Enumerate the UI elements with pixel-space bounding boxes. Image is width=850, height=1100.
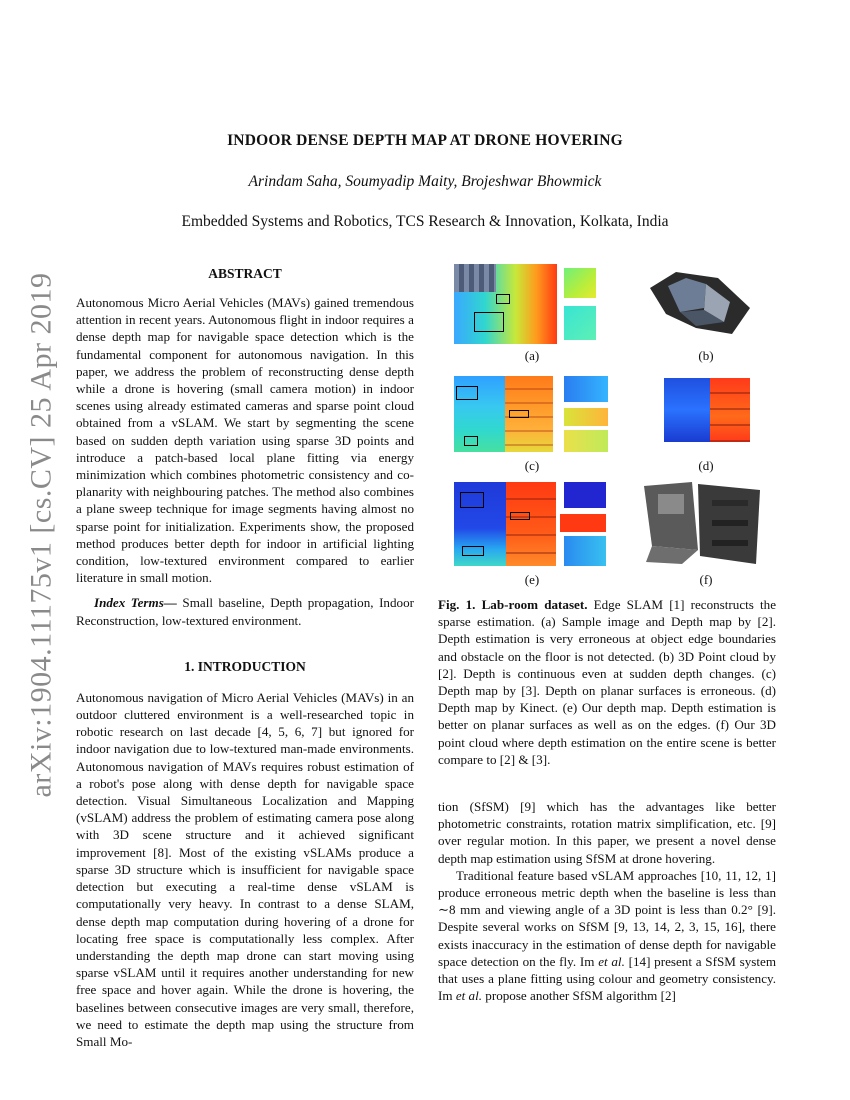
fig-e-our-depth-right (506, 482, 556, 566)
right-col-paragraph-2 (438, 867, 776, 1005)
para2-part-a: Traditional feature based vSLAM approaches [10, 11, 12, 1] produce erroneous metric depth when the baseline is less than ∼8 mm and viewing angle of a 3D point is less than 0.2° [9]. Despite several works on SfSM [9, 13, 14, 2, 3, 15, 16], there exists inaccuracy in the estimation of dense depth for navigable space detection on the fly. Im (438, 867, 776, 969)
fig-e-crop-bottom (564, 536, 606, 566)
left-column (76, 266, 414, 1050)
fig-f-our-point-cloud (642, 480, 762, 566)
abstract-heading: ABSTRACT (208, 266, 282, 281)
fig-label-b: (b) (698, 348, 714, 363)
fig-c-depth-map (454, 376, 505, 452)
paper-authors: Arindam Saha, Soumyadip Maity, Brojeshwar Bhowmick (248, 173, 602, 190)
fig-c-depth-map-right (505, 376, 553, 452)
figure-1 (438, 262, 776, 592)
fig-label-a: (a) (524, 348, 540, 363)
fig-label-c: (c) (524, 458, 540, 473)
paper-title: INDOOR DENSE DEPTH MAP AT DRONE HOVERING (227, 132, 623, 149)
fig-e-crop-mid (560, 514, 606, 532)
fig-c-crop-mid (564, 408, 608, 426)
fig-a-crop-top (564, 268, 596, 298)
index-terms-text: Small baseline, Depth propagation, Indoor Reconstruction, low-textured environment. (76, 595, 414, 628)
index-terms-label: Index Terms— (94, 595, 177, 611)
fig-f-svg (642, 480, 762, 566)
figure-caption-title: Lab-room dataset. (481, 597, 588, 612)
fig-b-svg (646, 268, 754, 338)
fig-label-e: (e) (524, 572, 540, 587)
introduction-text: Autonomous navigation of Micro Aerial Vehicles (MAVs) in an outdoor cluttered environment is a well-researched topic in robotic research on last decade [4, 5, 6, 7] but ignored for indoor navigation due to low-textured man-made environments. Autonomous navigation of MAVs requires robust estimation of a robot's pose along with dense depth for navigable space detection. Visual Simultaneous Localization and Mapping (vSLAM) address the problem of estimating camera pose along with 3D scene structure and it achieved significant improvement [8]. Most of the existing vSLAMs produce a sparse 3D structure which is insufficient for navigable space detection but executing a real-time dense vSLAM is computationally very heavy. In contrast to a dense SLAM, dense depth map computation during hovering of a drone for locating free space is computationally less complex. After understanding the depth map drone can start moving using sparse vSLAM until it requires another understanding for new free space and hover again. While the drone is hovering, the baselines between consecutive images are very small, therefore, we need to estimate the depth map using the structure from Small Mo- (76, 689, 414, 1049)
index-terms (76, 594, 414, 628)
fig-label-f: (f) (699, 572, 713, 587)
figure-caption-text: Edge SLAM [1] reconstructs the sparse estimation. (a) Sample image and Depth map by [2]. Depth estimation is very erroneous at object edge boundaries and obstacle on the floor is not detected. (b) 3D Point cloud by [2]. Depth is continuous even at sudden depth changes. (c) Depth map by [3]. Depth on planar surfaces is erroneous. (d) Depth map by Kinect. (e) Our depth map. Depth estimation is better on planar surfaces as well as on the edges. (f) Our 3D point cloud where depth estimation on the entire scene is better compare to [2] & [3]. (438, 597, 777, 767)
fig-label-d: (d) (698, 458, 714, 473)
fig-d-kinect-depth (664, 378, 750, 442)
para2-part-b: [14] present a SfSM system that uses a plane fitting using colour and geometry consistency. Im (438, 953, 776, 1004)
figure-caption: Fig. 1. Lab-room dataset. Edge SLAM [1] reconstructs the sparse estimation. (a) Sample image and Depth map by [2]. Depth estimation is very erroneous at object edge boundaries and obstacle on the floor is not detected. (b) 3D Point cloud by [2]. Depth is continuous even at sudden depth changes. (c) Depth map by [3]. Depth on planar surfaces is erroneous. (d) Depth map by Kinect. (e) Our depth map. Depth estimation is better on planar surfaces as well as on the edges. (f) Our 3D point cloud where depth estimation on the entire scene is better compare to [2] & [3]. (438, 597, 777, 767)
right-column (438, 262, 776, 1004)
para2-etal-2: et al. (455, 988, 483, 1004)
fig-c-crop-top (564, 376, 608, 402)
fig-e-crop-top (564, 482, 606, 508)
para2-etal-1: et al. (598, 953, 625, 969)
paper-affiliation: Embedded Systems and Robotics, TCS Research & Innovation, Kolkata, India (181, 213, 669, 230)
para2-part-c: propose another SfSM algorithm [2] (482, 988, 676, 1004)
arxiv-id: arXiv:1904.11175v1 [cs.CV] 25 Apr 2019 (25, 272, 58, 798)
figure-caption-label: Fig. 1 (438, 597, 473, 612)
fig-c-crop-bottom (564, 430, 608, 452)
fig-b-point-cloud (646, 268, 754, 338)
right-col-paragraph-1: tion (SfSM) [9] which has the advantages like better photometric constraints, rotation matrix simplification, etc. [9] over regular motion. In this paper, we present a novel dense depth map estimation using SfSM at drone hovering. (438, 799, 776, 866)
abstract-text: Autonomous Micro Aerial Vehicles (MAVs) gained tremendous attention in recent years. Autonomous flight in indoor requires a dense depth map for navigable space detection which is the fundamental component for autonomous navigation. In this paper, we address the problem of reconstructing dense depth while a drone is hovering (small camera motion) in indoor scenes using already estimated cameras and sparse point cloud obtained from a vSLAM. We start by segmenting the scene based on sudden depth variation using sparse 3D points and introduce a patch-based local plane fitting via energy minimization which combines photometric consistency and co-planarity with neighbouring patches. The method also combines a plane sweep technique for image segments having almost no sparse point for initialization. Experiments show, the proposed method produces better depth for indoor in artificial lighting condition, low-textured environment compared to earlier literature in small motion. (76, 295, 414, 586)
arxiv-stamp (22, 272, 62, 798)
fig-a-depth-map (454, 264, 557, 344)
introduction-heading: 1. INTRODUCTION (184, 658, 306, 674)
fig-e-our-depth (454, 482, 506, 566)
fig-a-crop-bottom (564, 306, 596, 340)
